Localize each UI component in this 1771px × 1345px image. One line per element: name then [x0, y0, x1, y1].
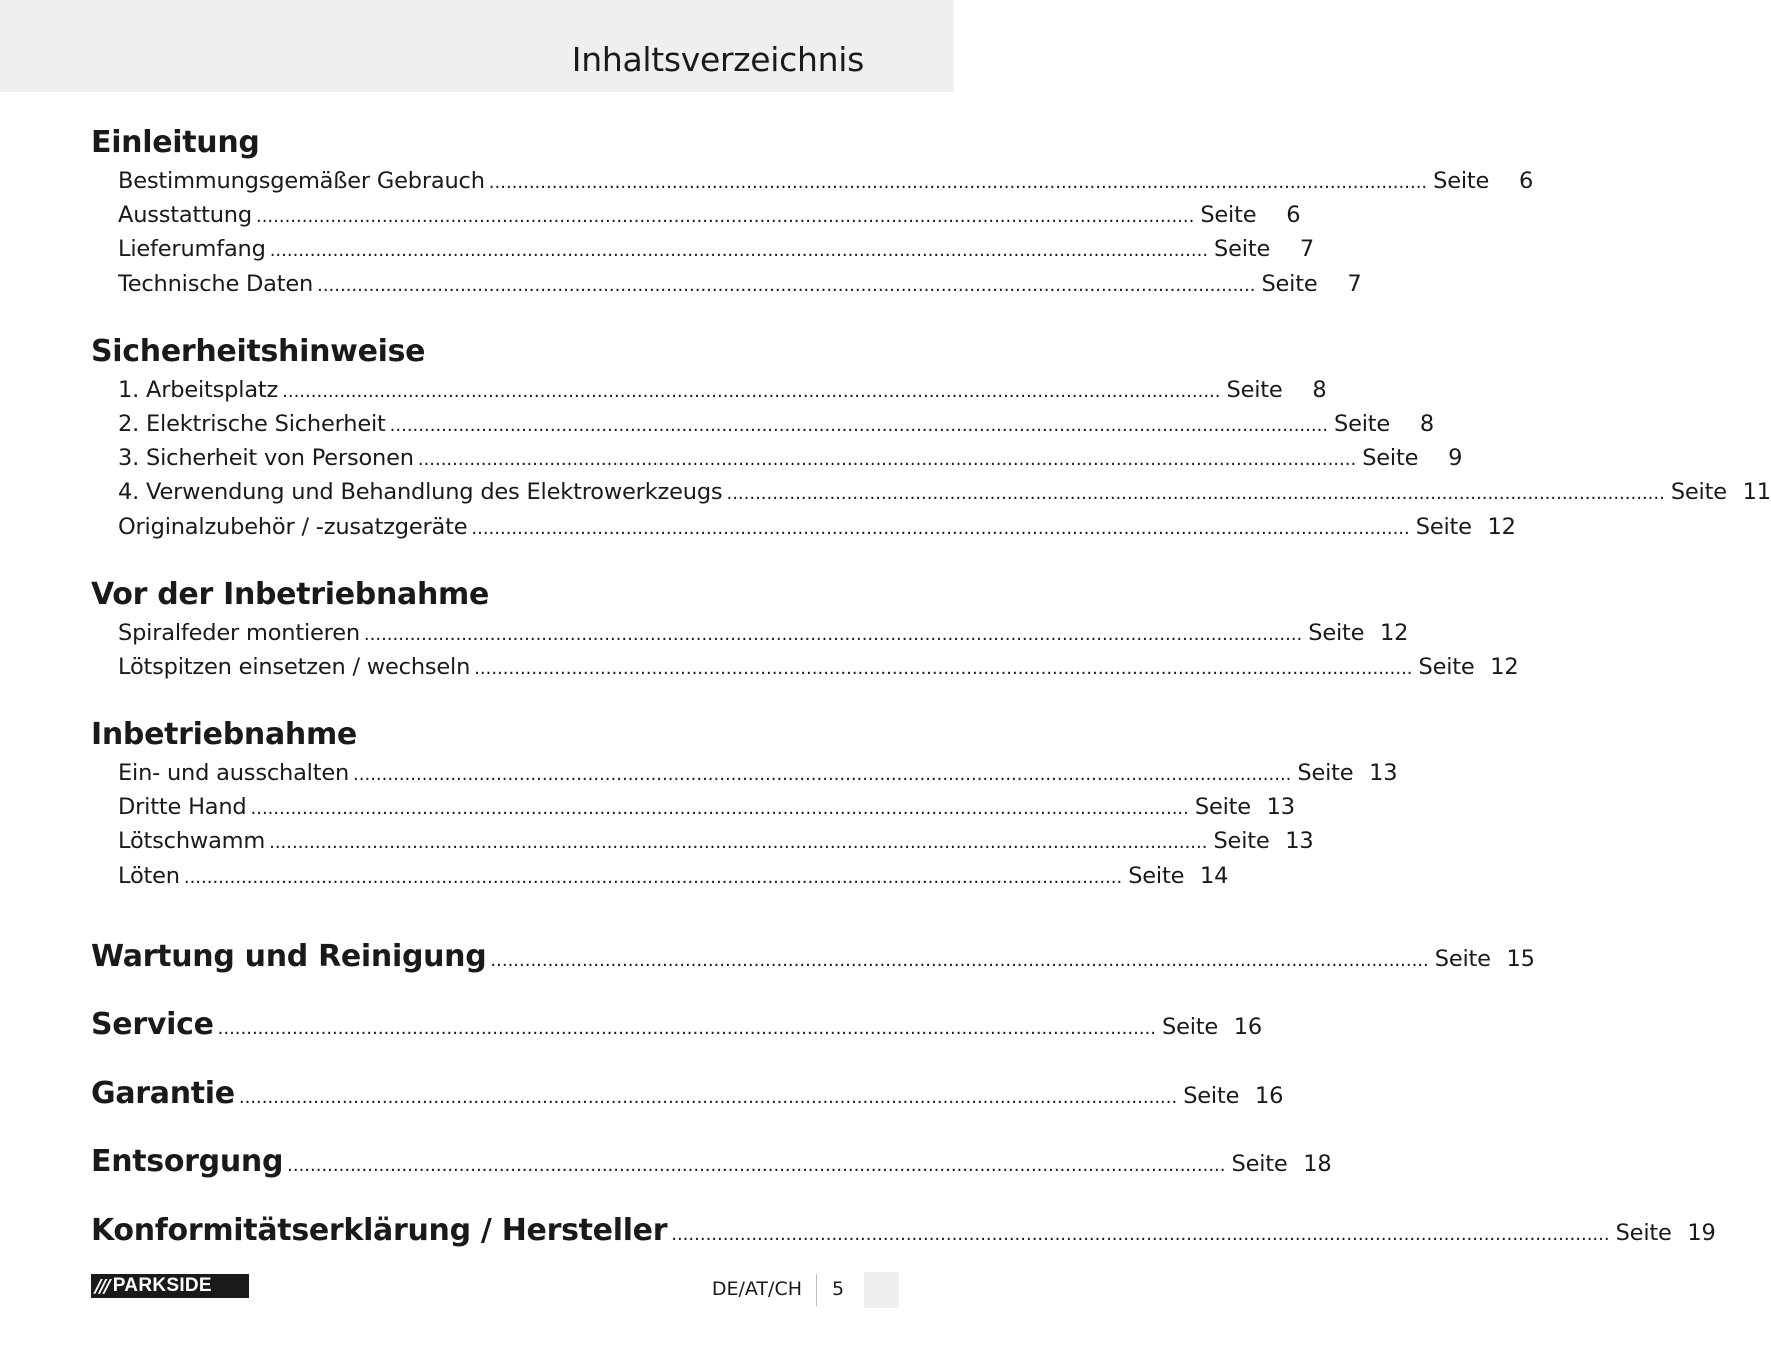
footer-tab-marker	[864, 1272, 899, 1308]
toc-entry[interactable]	[91, 824, 1314, 858]
seite-label: Seite	[1194, 794, 1251, 821]
toc-section-einleitung	[91, 122, 1534, 301]
seite-label: Seite	[1297, 760, 1354, 787]
entry-page: 7	[1347, 270, 1362, 297]
dot-leader: ....................................................................................................................................................................	[255, 206, 1195, 228]
entry-label: Ausstattung	[118, 202, 252, 229]
seite-label: Seite	[1418, 653, 1475, 680]
entry-page: 16	[1254, 1082, 1284, 1109]
section-title: Sicherheitshinweise	[91, 333, 426, 369]
table-of-contents	[91, 122, 1771, 1265]
entry-label: 2. Elektrische Sicherheit	[118, 410, 386, 437]
entry-page: 13	[1285, 828, 1314, 855]
toc-entry[interactable]	[91, 859, 1229, 893]
entry-page: 12	[1490, 653, 1519, 680]
toc-entry[interactable]	[91, 232, 1315, 266]
entry-list	[91, 756, 1398, 893]
entry-label: Lötschwamm	[118, 828, 266, 855]
entry-label: Spiralfeder montieren	[118, 619, 360, 646]
seite-label: Seite	[1183, 1082, 1240, 1109]
dot-leader: ....................................................................................................................................................................	[250, 798, 1189, 820]
dot-leader: ....................................................................................................................................................................	[471, 517, 1410, 539]
section-title: Einleitung	[91, 125, 260, 160]
section-title: Wartung und Reinigung	[91, 938, 487, 974]
entry-label: Dritte Hand	[118, 794, 247, 821]
section-title: Garantie	[91, 1075, 235, 1111]
dot-leader: ....................................................................................................................................................................	[317, 274, 1256, 296]
entry-label: Löten	[118, 862, 180, 889]
seite-label: Seite	[1226, 376, 1283, 403]
entry-list	[91, 616, 1519, 684]
toc-section-wartung-und-reinigung[interactable]	[91, 923, 1535, 992]
toc-section-inbetriebnahme	[91, 714, 1398, 893]
seite-label: Seite	[1670, 479, 1727, 506]
page-title: Inhaltsverzeichnis	[571, 40, 864, 79]
dot-leader: ....................................................................................................................................................................	[269, 832, 1208, 854]
dot-leader: ....................................................................................................................................................................	[490, 949, 1429, 971]
dot-leader: ....................................................................................................................................................................	[183, 866, 1123, 888]
dot-leader: ....................................................................................................................................................................	[353, 764, 1292, 786]
entry-page: 7	[1299, 236, 1315, 263]
entry-label: Technische Daten	[118, 270, 314, 297]
toc-entry[interactable]	[91, 475, 1771, 509]
seite-label: Seite	[1615, 1219, 1672, 1246]
toc-entry[interactable]	[91, 373, 1327, 407]
footer-page-number: 5	[832, 1278, 845, 1300]
section-title: Service	[91, 1007, 214, 1043]
seite-label: Seite	[1261, 270, 1318, 297]
logo-slashes: ///	[95, 1275, 109, 1297]
entry-page: 15	[1506, 945, 1535, 972]
toc-section-sicherheitshinweise	[91, 331, 1771, 544]
toc-section-garantie[interactable]	[91, 1060, 1284, 1129]
toc-section-konformitaetserklaerung[interactable]	[91, 1197, 1716, 1266]
seite-label: Seite	[1415, 513, 1472, 540]
entry-page: 13	[1369, 760, 1398, 787]
toc-entry[interactable]	[91, 164, 1534, 198]
entry-page: 8	[1419, 410, 1435, 437]
seite-label: Seite	[1433, 168, 1490, 194]
toc-entry[interactable]	[91, 407, 1435, 441]
seite-label: Seite	[1231, 1151, 1288, 1178]
dot-leader: ....................................................................................................................................................................	[389, 414, 1329, 436]
dot-leader: ....................................................................................................................................................................	[363, 623, 1303, 645]
section-title: Entsorgung	[91, 1144, 284, 1180]
entry-label: Ein- und ausschalten	[118, 760, 350, 787]
dot-leader: ....................................................................................................................................................................	[417, 449, 1357, 471]
entry-page: 18	[1303, 1151, 1332, 1178]
entry-label: Lieferumfang	[118, 236, 266, 263]
seite-label: Seite	[1308, 619, 1365, 646]
toc-section-entsorgung[interactable]	[91, 1128, 1332, 1197]
toc-entry[interactable]	[91, 790, 1295, 824]
toc-entry[interactable]	[91, 441, 1463, 475]
dot-leader: ....................................................................................................................................................................	[488, 172, 1428, 193]
entry-label: Bestimmungsgemäßer Gebrauch	[118, 168, 485, 194]
entry-list	[91, 164, 1534, 301]
entry-page: 6	[1519, 168, 1534, 194]
seite-label: Seite	[1362, 445, 1419, 472]
parkside-logo	[91, 1274, 249, 1298]
dot-leader: ....................................................................................................................................................................	[238, 1086, 1178, 1108]
toc-entry[interactable]	[91, 267, 1362, 301]
seite-label: Seite	[1200, 202, 1257, 229]
toc-entry[interactable]	[91, 756, 1398, 790]
entry-list	[91, 373, 1771, 544]
toc-entry[interactable]	[91, 616, 1409, 650]
footer-region: DE/AT/CH	[711, 1278, 802, 1300]
dot-leader: ....................................................................................................................................................................	[217, 1018, 1156, 1040]
entry-label: 3. Sicherheit von Personen	[118, 445, 414, 472]
section-title: Inbetriebnahme	[91, 717, 357, 753]
entry-label: Originalzubehör / -zusatzgeräte	[118, 513, 468, 540]
entry-page: 19	[1687, 1219, 1716, 1246]
logo-brand-text: PARKSIDE	[112, 1275, 212, 1296]
entry-page: 12	[1380, 619, 1409, 646]
toc-section-vor-der-inbetriebnahme	[91, 574, 1519, 684]
dot-leader: ....................................................................................................................................................................	[269, 240, 1209, 262]
entry-page: 6	[1286, 202, 1301, 229]
dot-leader: ....................................................................................................................................................................	[474, 657, 1413, 679]
section-title: Konformitätserklärung / Hersteller	[91, 1212, 668, 1248]
entry-page: 12	[1487, 513, 1516, 540]
dot-leader: ....................................................................................................................................................................	[726, 483, 1665, 505]
seite-label: Seite	[1128, 862, 1185, 889]
footer-divider	[816, 1274, 817, 1306]
seite-label: Seite	[1161, 1014, 1219, 1041]
seite-label: Seite	[1213, 828, 1270, 855]
toc-entry[interactable]	[91, 650, 1519, 684]
seite-label: Seite	[1334, 410, 1391, 437]
entry-label: Lötspitzen einsetzen / wechseln	[118, 653, 471, 680]
entry-label: 1. Arbeitsplatz	[118, 376, 279, 403]
entry-page: 14	[1199, 862, 1229, 889]
entry-page: 11	[1742, 479, 1771, 506]
toc-entry[interactable]	[91, 198, 1301, 232]
dot-leader: ....................................................................................................................................................................	[671, 1223, 1610, 1245]
dot-leader: ....................................................................................................................................................................	[282, 380, 1221, 402]
toc-entry[interactable]	[91, 510, 1516, 544]
entry-page: 9	[1448, 445, 1463, 472]
entry-label: 4. Verwendung und Behandlung des Elektrowerkzeugs	[118, 479, 723, 506]
seite-label: Seite	[1214, 236, 1271, 263]
entry-page: 8	[1312, 376, 1327, 403]
entry-page: 16	[1233, 1014, 1262, 1041]
section-title: Vor der Inbetriebnahme	[91, 576, 490, 612]
entry-page: 13	[1266, 794, 1295, 821]
seite-label: Seite	[1434, 945, 1491, 972]
toc-section-service[interactable]	[91, 991, 1262, 1060]
dot-leader: ....................................................................................................................................................................	[287, 1155, 1226, 1177]
